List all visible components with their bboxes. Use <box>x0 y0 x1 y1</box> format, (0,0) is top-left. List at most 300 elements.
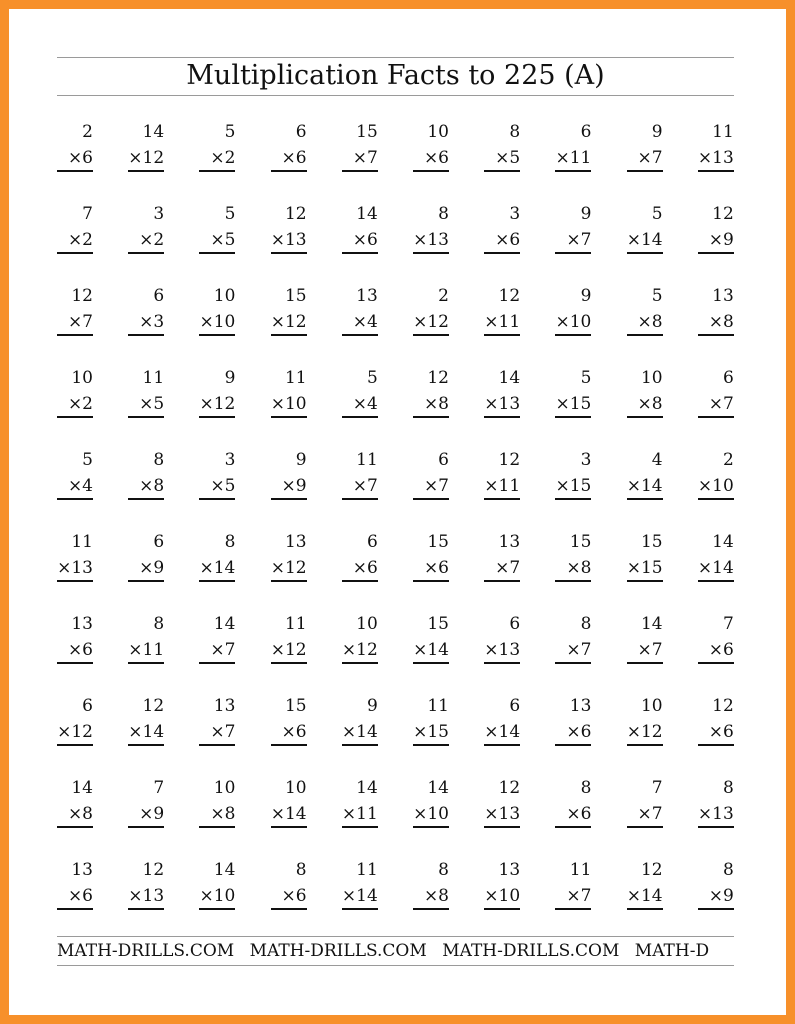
problem-multiplicand: 11 <box>712 122 734 142</box>
answer-line <box>342 908 378 910</box>
answer-line <box>342 744 378 746</box>
problem <box>271 200 307 256</box>
answer-line <box>271 826 307 828</box>
problem-multiplicand: 13 <box>71 860 93 880</box>
answer-line <box>128 908 164 910</box>
problem-multiplicand: 14 <box>71 778 93 798</box>
problem-multiplier: ×7 <box>708 394 734 414</box>
problem <box>57 528 93 584</box>
problem-multiplier: ×5 <box>210 230 236 250</box>
problem <box>342 200 378 256</box>
problem <box>627 364 663 420</box>
answer-line <box>627 826 663 828</box>
answer-line <box>128 334 164 336</box>
problem-multiplier: ×7 <box>637 640 663 660</box>
problem <box>57 364 93 420</box>
problem <box>698 610 734 666</box>
problem-multiplicand: 13 <box>213 696 236 716</box>
problem <box>413 856 449 912</box>
answer-line <box>484 826 520 828</box>
problem <box>555 774 591 830</box>
problem-multiplier: ×7 <box>637 148 663 168</box>
answer-line <box>342 662 378 664</box>
answer-line <box>342 334 378 336</box>
problem <box>627 528 663 584</box>
problem-multiplicand: 5 <box>651 286 663 306</box>
problem <box>413 528 449 584</box>
problem-multiplier: ×6 <box>495 230 521 250</box>
problem-multiplicand: 6 <box>366 532 378 552</box>
problem-multiplier: ×9 <box>139 804 165 824</box>
problem-grid <box>57 118 734 918</box>
answer-line <box>555 498 591 500</box>
problem-multiplier: ×4 <box>352 394 378 414</box>
problem-multiplicand: 6 <box>438 450 449 470</box>
problem-multiplier: ×12 <box>413 312 449 332</box>
problem-multiplicand: 9 <box>651 122 663 142</box>
footer <box>57 937 734 965</box>
problem-multiplicand: 6 <box>82 696 93 716</box>
problem-multiplicand: 13 <box>356 286 378 306</box>
problem <box>342 118 378 174</box>
problem-multiplicand: 12 <box>427 368 449 388</box>
problem <box>698 774 734 830</box>
answer-line <box>698 580 734 582</box>
problem <box>342 774 378 830</box>
answer-line <box>342 416 378 418</box>
problem <box>128 118 164 174</box>
answer-line <box>271 498 307 500</box>
problem-multiplier: ×6 <box>352 558 378 578</box>
problem-multiplier: ×14 <box>413 640 449 660</box>
answer-line <box>57 252 93 254</box>
problem-multiplier: ×7 <box>566 640 592 660</box>
problem-multiplier: ×13 <box>413 230 449 250</box>
problem-multiplier: ×14 <box>697 558 734 578</box>
answer-line <box>342 580 378 582</box>
problem-multiplier: ×14 <box>626 230 663 250</box>
problem-multiplier: ×10 <box>697 476 734 496</box>
answer-line <box>271 908 307 910</box>
answer-line <box>199 744 235 746</box>
problem-multiplicand: 11 <box>427 696 449 716</box>
problem-multiplicand: 8 <box>580 778 592 798</box>
problem-multiplicand: 7 <box>82 204 93 224</box>
problem-multiplicand: 7 <box>153 778 165 798</box>
problem-multiplicand: 11 <box>71 532 93 552</box>
problem-multiplicand: 8 <box>509 122 521 142</box>
problem-multiplier: ×13 <box>697 804 734 824</box>
answer-line <box>698 826 734 828</box>
problem-multiplier: ×7 <box>210 640 236 660</box>
answer-line <box>57 334 93 336</box>
answer-line <box>57 744 93 746</box>
answer-line <box>199 580 235 582</box>
answer-line <box>555 662 591 664</box>
answer-line <box>199 252 235 254</box>
answer-line <box>271 334 307 336</box>
problem <box>57 856 93 912</box>
problem-multiplicand: 12 <box>712 204 734 224</box>
problem-multiplicand: 14 <box>356 778 378 798</box>
problem <box>271 282 307 338</box>
problem <box>57 282 93 338</box>
answer-line <box>484 662 520 664</box>
answer-line <box>342 826 378 828</box>
problem-multiplicand: 12 <box>712 696 734 716</box>
problem <box>627 118 663 174</box>
answer-line <box>627 416 663 418</box>
problem-multiplicand: 7 <box>722 614 734 634</box>
problem <box>555 200 591 256</box>
footer-watermark: MATH-DRILLS.COM <box>442 941 620 961</box>
problem <box>199 856 235 912</box>
problem <box>57 610 93 666</box>
problem <box>199 692 235 748</box>
answer-line <box>199 416 235 418</box>
answer-line <box>199 826 235 828</box>
problem <box>555 692 591 748</box>
problem <box>128 200 164 256</box>
problem-multiplier: ×15 <box>555 476 592 496</box>
problem <box>484 774 520 830</box>
problem-multiplicand: 14 <box>640 614 663 634</box>
answer-line <box>627 908 663 910</box>
answer-line <box>271 744 307 746</box>
problem-multiplicand: 5 <box>580 368 592 388</box>
problem <box>128 364 164 420</box>
answer-line <box>555 744 591 746</box>
problem-multiplicand: 6 <box>153 286 165 306</box>
problem-multiplier: ×8 <box>708 312 734 332</box>
answer-line <box>128 170 164 172</box>
problem-multiplicand: 11 <box>142 368 165 388</box>
problem-multiplicand: 14 <box>142 122 165 142</box>
problem-multiplier: ×6 <box>281 886 307 906</box>
problem-multiplier: ×7 <box>566 230 592 250</box>
answer-line <box>484 334 520 336</box>
problem-multiplicand: 14 <box>213 614 236 634</box>
answer-line <box>271 416 307 418</box>
problem-multiplicand: 8 <box>438 204 449 224</box>
problem-multiplier: ×13 <box>697 148 734 168</box>
problem-multiplier: ×8 <box>566 558 592 578</box>
problem <box>627 282 663 338</box>
answer-line <box>128 826 164 828</box>
problem-multiplicand: 12 <box>284 204 307 224</box>
problem-multiplicand: 13 <box>71 614 93 634</box>
problem-multiplier: ×10 <box>484 886 521 906</box>
answer-line <box>627 580 663 582</box>
problem-multiplier: ×6 <box>281 722 307 742</box>
answer-line <box>342 170 378 172</box>
problem-multiplier: ×10 <box>199 312 236 332</box>
problem <box>698 856 734 912</box>
answer-line <box>698 498 734 500</box>
problem-multiplier: ×14 <box>341 722 378 742</box>
answer-line <box>484 416 520 418</box>
problem-multiplicand: 11 <box>356 450 378 470</box>
problem <box>555 528 591 584</box>
problem-multiplier: ×7 <box>566 886 592 906</box>
problem-multiplier: ×12 <box>341 640 378 660</box>
problem-multiplier: ×14 <box>128 722 165 742</box>
footer-bottom-rule <box>57 965 734 966</box>
problem-multiplier: ×7 <box>637 804 663 824</box>
problem <box>627 200 663 256</box>
problem-multiplicand: 12 <box>498 286 521 306</box>
problem-multiplicand: 12 <box>640 860 663 880</box>
problem-multiplicand: 9 <box>580 204 592 224</box>
answer-line <box>57 416 93 418</box>
problem <box>199 364 235 420</box>
problem-multiplier: ×6 <box>281 148 307 168</box>
answer-line <box>555 826 591 828</box>
answer-line <box>342 252 378 254</box>
problem-multiplicand: 13 <box>498 860 521 880</box>
problem-multiplier: ×10 <box>413 804 449 824</box>
problem-multiplicand: 4 <box>651 450 663 470</box>
answer-line <box>199 334 235 336</box>
problem <box>271 774 307 830</box>
problem-multiplicand: 9 <box>580 286 592 306</box>
answer-line <box>555 170 591 172</box>
problem <box>698 118 734 174</box>
answer-line <box>199 908 235 910</box>
problem-multiplicand: 15 <box>284 696 307 716</box>
problem <box>57 446 93 502</box>
answer-line <box>413 580 449 582</box>
problem-multiplier: ×7 <box>423 476 449 496</box>
problem-multiplicand: 3 <box>509 204 521 224</box>
problem <box>413 774 449 830</box>
problem-multiplicand: 3 <box>580 450 592 470</box>
problem-multiplicand: 9 <box>366 696 378 716</box>
problem-multiplier: ×8 <box>67 804 93 824</box>
problem-multiplier: ×8 <box>139 476 165 496</box>
problem-multiplicand: 5 <box>366 368 378 388</box>
problem <box>698 200 734 256</box>
problem-multiplicand: 10 <box>213 286 236 306</box>
problem <box>342 610 378 666</box>
problem <box>271 856 307 912</box>
problem <box>128 692 164 748</box>
problem-multiplicand: 8 <box>438 860 449 880</box>
problem-multiplicand: 15 <box>284 286 307 306</box>
answer-line <box>698 334 734 336</box>
problem <box>342 282 378 338</box>
problem <box>128 528 164 584</box>
problem-multiplier: ×4 <box>352 312 378 332</box>
problem-multiplicand: 14 <box>213 860 236 880</box>
problem <box>484 282 520 338</box>
problem <box>57 692 93 748</box>
answer-line <box>484 498 520 500</box>
problem <box>57 118 93 174</box>
answer-line <box>199 662 235 664</box>
problem-multiplicand: 2 <box>722 450 734 470</box>
problem-multiplicand: 8 <box>153 450 165 470</box>
problem-multiplier: ×9 <box>708 230 734 250</box>
answer-line <box>698 662 734 664</box>
answer-line <box>128 416 164 418</box>
answer-line <box>271 252 307 254</box>
problem-multiplier: ×8 <box>423 394 449 414</box>
answer-line <box>698 908 734 910</box>
problem-multiplicand: 12 <box>71 286 93 306</box>
problem <box>555 856 591 912</box>
answer-line <box>413 662 449 664</box>
problem <box>271 118 307 174</box>
answer-line <box>627 170 663 172</box>
problem <box>413 364 449 420</box>
answer-line <box>128 744 164 746</box>
answer-line <box>57 662 93 664</box>
problem <box>271 692 307 748</box>
problem-multiplicand: 3 <box>224 450 236 470</box>
problem-multiplicand: 11 <box>569 860 592 880</box>
problem <box>484 118 520 174</box>
answer-line <box>128 252 164 254</box>
problem-multiplier: ×6 <box>566 722 592 742</box>
problem-multiplicand: 10 <box>427 122 449 142</box>
problem-multiplicand: 14 <box>427 778 449 798</box>
problem <box>199 118 235 174</box>
answer-line <box>413 908 449 910</box>
problem <box>555 364 591 420</box>
problem <box>698 692 734 748</box>
problem <box>555 282 591 338</box>
problem-multiplier: ×2 <box>210 148 236 168</box>
problem-multiplier: ×15 <box>413 722 449 742</box>
problem-multiplicand: 5 <box>224 204 236 224</box>
answer-line <box>555 252 591 254</box>
worksheet-title: Multiplication Facts to 225 (A) <box>186 60 605 91</box>
title-bottom-rule <box>57 95 734 96</box>
problem <box>342 446 378 502</box>
problem-multiplicand: 5 <box>82 450 93 470</box>
problem <box>484 856 520 912</box>
problem-multiplier: ×8 <box>423 886 449 906</box>
problem-multiplicand: 6 <box>580 122 592 142</box>
problem-multiplier: ×14 <box>626 886 663 906</box>
answer-line <box>627 498 663 500</box>
problem <box>698 282 734 338</box>
problem-multiplicand: 10 <box>640 368 663 388</box>
problem-multiplicand: 11 <box>284 614 307 634</box>
answer-line <box>698 416 734 418</box>
problem-multiplicand: 9 <box>295 450 307 470</box>
problem <box>413 200 449 256</box>
problem-multiplier: ×13 <box>484 394 521 414</box>
problem-multiplicand: 5 <box>224 122 236 142</box>
problem <box>484 364 520 420</box>
answer-line <box>698 744 734 746</box>
answer-line <box>627 252 663 254</box>
problem <box>128 282 164 338</box>
problem-multiplier: ×4 <box>67 476 93 496</box>
problem-multiplier: ×13 <box>128 886 165 906</box>
problem <box>413 118 449 174</box>
problem-multiplier: ×11 <box>484 312 521 332</box>
problem-multiplicand: 15 <box>427 614 449 634</box>
problem <box>484 692 520 748</box>
problem-multiplicand: 7 <box>651 778 663 798</box>
answer-line <box>57 170 93 172</box>
problem <box>413 692 449 748</box>
problem <box>555 118 591 174</box>
problem-multiplicand: 15 <box>427 532 449 552</box>
answer-line <box>413 826 449 828</box>
problem-multiplier: ×10 <box>555 312 592 332</box>
answer-line <box>128 580 164 582</box>
problem-multiplicand: 6 <box>509 696 521 716</box>
problem-multiplicand: 8 <box>580 614 592 634</box>
problem <box>128 610 164 666</box>
problem-multiplicand: 2 <box>438 286 449 306</box>
problem <box>199 610 235 666</box>
answer-line <box>484 252 520 254</box>
problem-multiplier: ×7 <box>67 312 93 332</box>
problem-multiplicand: 9 <box>224 368 236 388</box>
answer-line <box>413 498 449 500</box>
problem-multiplier: ×14 <box>484 722 521 742</box>
problem-multiplicand: 11 <box>284 368 307 388</box>
problem-multiplier: ×6 <box>352 230 378 250</box>
problem-multiplier: ×8 <box>637 312 663 332</box>
problem-multiplicand: 10 <box>284 778 307 798</box>
problem-multiplicand: 13 <box>284 532 307 552</box>
problem-multiplicand: 12 <box>498 778 521 798</box>
problem <box>698 528 734 584</box>
problem-multiplier: ×12 <box>270 312 307 332</box>
answer-line <box>128 498 164 500</box>
problem-multiplier: ×7 <box>495 558 521 578</box>
problem-multiplier: ×15 <box>626 558 663 578</box>
problem-multiplicand: 8 <box>153 614 165 634</box>
problem-multiplicand: 15 <box>356 122 378 142</box>
problem-multiplier: ×9 <box>708 886 734 906</box>
answer-line <box>57 908 93 910</box>
footer-watermark: MATH-D <box>634 941 710 961</box>
answer-line <box>413 170 449 172</box>
problem <box>342 692 378 748</box>
problem-multiplicand: 13 <box>712 286 734 306</box>
problem <box>199 774 235 830</box>
problem-multiplier: ×8 <box>210 804 236 824</box>
problem-multiplier: ×10 <box>199 886 236 906</box>
problem <box>342 856 378 912</box>
problem-multiplier: ×7 <box>352 148 378 168</box>
problem <box>627 610 663 666</box>
answer-line <box>555 580 591 582</box>
problem-multiplier: ×6 <box>67 148 93 168</box>
problem <box>57 774 93 830</box>
problem-multiplier: ×6 <box>708 722 734 742</box>
problem-multiplier: ×10 <box>270 394 307 414</box>
problem-multiplicand: 10 <box>71 368 93 388</box>
problem-multiplier: ×6 <box>67 640 93 660</box>
answer-line <box>627 662 663 664</box>
answer-line <box>199 498 235 500</box>
problem-multiplier: ×14 <box>270 804 307 824</box>
problem <box>199 282 235 338</box>
problem-multiplier: ×13 <box>57 558 93 578</box>
answer-line <box>271 662 307 664</box>
problem-multiplier: ×11 <box>341 804 378 824</box>
answer-line <box>484 170 520 172</box>
answer-line <box>413 334 449 336</box>
